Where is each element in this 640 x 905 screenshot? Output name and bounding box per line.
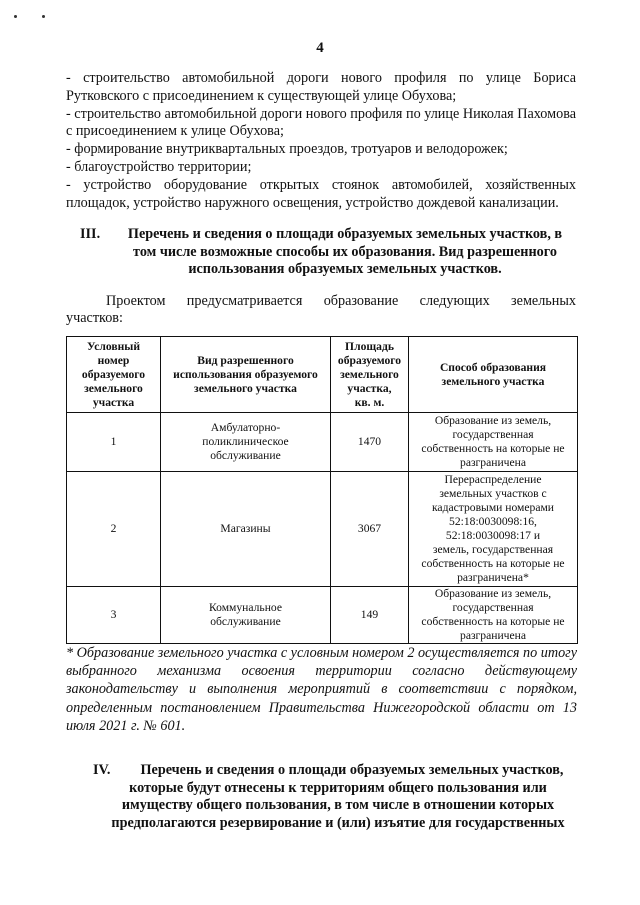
scan-speck: [14, 15, 17, 18]
section-title: [113, 226, 577, 279]
column-header: Площадь образуемого земельного участка, кв. м.: [331, 337, 409, 413]
heading-line: Перечень и сведения о площади образуемых земельных участков,: [140, 762, 564, 778]
table-footnote: * Образование земельного участка с условным номером 2 осуществляется по итогу выбранного механизма освоения территории согласно действующему законодательству и выполнения мероприятий в соответствии с порядком, определенным постановлением Правительства Нижегородской области от 13 июля 2021 г. № 601.: [66, 645, 578, 734]
section-number: III.: [80, 226, 101, 242]
table-cell: Образование из земель, государственная собственность на которые не разграничена: [409, 587, 578, 644]
heading-line: Перечень и сведения о площади образуемых земельных участков, в: [127, 226, 563, 242]
table-cell: 3: [67, 587, 161, 644]
table-cell: 2: [67, 472, 161, 587]
list-item: - строительство автомобильной дороги нового профиля по улице Бориса Рутковского с присоединением к существующей улице Обухова;: [66, 70, 576, 104]
heading-line: предполагаются резервирование и (или) изъятие для государственных: [111, 814, 565, 831]
column-header: Вид разрешенного использования образуемого земельного участка: [161, 337, 331, 413]
table-row: [67, 472, 578, 587]
bullet-list: [66, 70, 576, 212]
table-header-row: [67, 337, 578, 413]
table-cell: Образование из земель, государственная собственность на которые не разграничена: [409, 413, 578, 472]
table-cell: 149: [331, 587, 409, 644]
table-cell: Амбулаторно- поликлиническое обслуживание: [161, 413, 331, 472]
heading-line: использования образуемых земельных участков.: [188, 261, 502, 277]
table-cell: Перераспределение земельных участков с кадастровыми номерами 52:18:0030098:16, 52:18:0030098:17 и земель, государственная собственность на которые не разграничена*: [409, 472, 578, 587]
column-header: Способ образования земельного участка: [409, 337, 578, 413]
page-number: 4: [316, 40, 324, 56]
table-cell: Магазины: [161, 472, 331, 587]
table-cell: 1470: [331, 413, 409, 472]
heading-line: имуществу общего пользования, в том числе в отношении которых: [121, 797, 555, 813]
list-item: - устройство оборудование открытых стоянок автомобилей, хозяйственных площадок, устройство наружного освещения, устройство дождевой канализации.: [66, 176, 576, 211]
scan-speck: [42, 15, 45, 18]
list-item: - строительство автомобильной дороги нового профиля по улице Николая Пахомова с присоединением к улице Обухова;: [66, 105, 576, 140]
heading-line: которые будут отнесены к территориям общего пользования или: [129, 779, 547, 796]
table-row: [67, 413, 578, 472]
intro-line: участков:: [66, 310, 123, 326]
land-plots-table: [66, 336, 578, 644]
section-title: [100, 762, 576, 832]
table-cell: 1: [67, 413, 161, 472]
table-cell: Коммунальное обслуживание: [161, 587, 331, 644]
section-number: IV.: [93, 762, 111, 778]
list-item: - благоустройство территории;: [66, 158, 252, 175]
list-item: - формирование внутриквартальных проездов, тротуаров и велодорожек;: [66, 141, 508, 158]
table-cell: 3067: [331, 472, 409, 587]
column-header: Условный номер образуемого земельного участка: [67, 337, 161, 413]
heading-line: том числе возможные способы их образования. Вид разрешенного: [133, 243, 557, 260]
intro-line: Проектом предусматривается образование следующих земельных: [106, 293, 576, 309]
table-row: [67, 587, 578, 644]
